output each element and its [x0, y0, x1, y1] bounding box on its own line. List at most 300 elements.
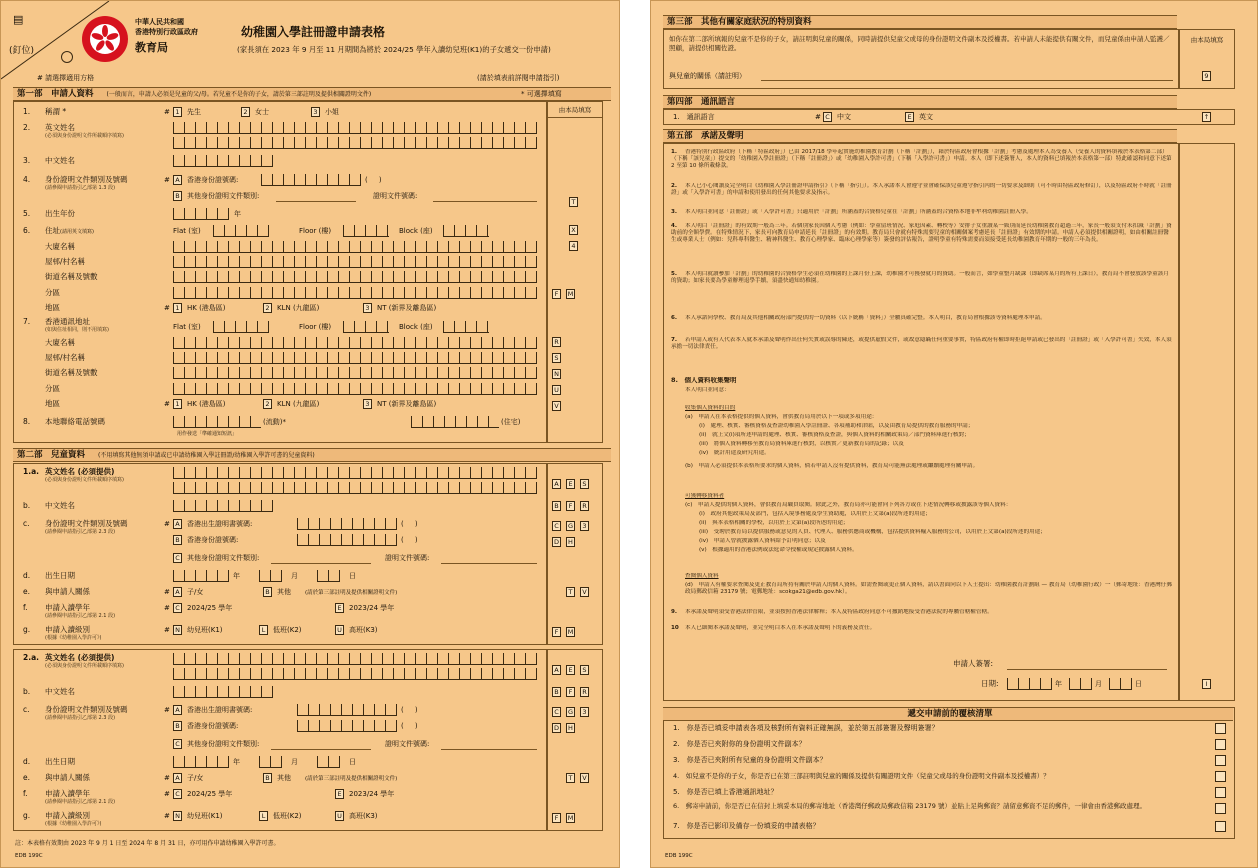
corr-district-2-box[interactable]: 2 — [263, 399, 272, 409]
c1-code-G: G — [567, 522, 574, 530]
corr-district-3-box[interactable]: 3 — [363, 399, 372, 409]
id-opt-b-box[interactable]: B — [173, 191, 182, 201]
corr-floor-label: Floor (樓) — [299, 323, 332, 331]
access-line-d: (d) 申請人有權要求查閱及更正教育局所持有關於申請人的個人資料。如需查閱或更正個人資料，請以書面向以下人士提出：幼稚園教育計劃組 — 教育局（幼稚園行政）一（郵寄地址：香港灣仔郵政局郵政信箱 23179 號；電郵地址：scokga21@edb.gov.hk）。 — [685, 582, 1172, 596]
child1-en-surname-boxes[interactable] — [173, 467, 537, 479]
govt-line-2: 香港特別行政區政府 — [135, 28, 198, 36]
sign-date-d: 日 — [1135, 680, 1142, 688]
child1-dob-month[interactable] — [259, 570, 282, 582]
child1-dob-d: 日 — [349, 572, 356, 580]
child2-id-a-box[interactable]: A — [173, 705, 182, 715]
checklist-item-5: 5. 你是否已填上香港通訊地址？ — [673, 788, 778, 796]
corr-district-3: NT (新界及離島區) — [377, 400, 437, 408]
side-code-V: V — [552, 401, 561, 411]
c2-code-R: R — [580, 687, 589, 697]
child1-hkid-boxes[interactable] — [297, 534, 397, 546]
flat-label: Flat (室) — [173, 227, 201, 235]
child1-cn-name-label: b. 中文姓名 — [23, 501, 75, 510]
c1-code-M: M — [567, 628, 574, 636]
part3-relation-label: 與兒童的關係（請註明） — [669, 72, 746, 80]
purpose-line-b: (b) 申請人必須提供本表格所要求的個人資料，倘若申請人沒有提供資料，教育局可能無法處理或繼續處理有關申請。 — [685, 463, 979, 469]
child2-level-n: 幼兒班(K1) — [187, 812, 223, 820]
date-label: 日期: — [981, 679, 999, 688]
c1-code-B: B — [552, 501, 561, 511]
hksar-emblem-icon — [81, 15, 129, 63]
hash-mark-10: # — [164, 774, 170, 782]
checklist-box-4[interactable] — [1215, 771, 1226, 782]
checklist-box-3[interactable] — [1215, 755, 1226, 766]
access-title: 查閱個人資料 — [685, 573, 719, 579]
transfer-line-c: (c) 申請人提供的個人資料，會供教育局職員取閱。除此之外，教育局亦可能會向下列各方或在下述情況轉移或披露該等個人資料： — [685, 502, 1012, 508]
district-1-box[interactable]: 1 — [173, 303, 182, 313]
applicant-en-given-boxes[interactable] — [173, 137, 537, 149]
transfer-line-ii: (ii) 與本表格相關的學校，以用於上文第(a)段所述的用途； — [699, 520, 849, 526]
corr-area-boxes[interactable] — [173, 383, 537, 395]
child1-rel-b: 其他 — [277, 588, 291, 596]
id-doc-no-label: 證明文件號碼: — [373, 192, 418, 200]
side-code-M: M — [567, 290, 574, 298]
p1-row-cn-name: 3. 中文姓名 — [23, 156, 75, 165]
p1-row-area: 分區 — [45, 288, 60, 297]
child1-id-a-box[interactable]: A — [173, 519, 182, 529]
hash-mark-13: # — [815, 113, 821, 121]
part2-note: (不用填寫其他無須申請或已申請幼稚園入學註冊證/幼稚園入學許可書的兒童資料) — [97, 452, 315, 459]
c1-code-C: C — [552, 521, 561, 531]
undertaking-6: 6. 本人承諾向學校、教育局及其他相關政府部門提供的一切資料（以下統稱「資料」）全屬真確完整。本人明白，教育局會根據該等資料處理本申請。 — [671, 315, 1046, 321]
punch-hole-icon — [61, 51, 73, 63]
title-option-2: 女士 — [255, 108, 269, 116]
checklist-header — [663, 707, 1233, 721]
sign-date-y: 年 — [1055, 680, 1062, 688]
child2-other-id-line[interactable] — [271, 749, 371, 750]
child2-id-b-label: 香港身份證號碼: — [187, 722, 239, 730]
sign-date-month[interactable] — [1069, 678, 1092, 690]
undertaking-7: 7. 若申請人或有人代表本人就本承諾及聲明作出任何失實或誤導的陳述，或提供虛假文件，或故意隱瞞任何重要事實，特區政府有權即時拒絕申請或已發出的「註冊證」或「入學許可書」失效，本人須承擔一切法律責任。 — [671, 337, 1172, 351]
child2-en-name-label: 2.a. 英文姓名 (必須提供) (必須與身份證明文件所載順序填寫) — [23, 653, 124, 669]
checklist-item-2: 2. 你是否已夾附你的身份證明文件副本？ — [673, 740, 806, 748]
form-code-left: EDB 199C — [15, 853, 43, 859]
side-code-N: N — [552, 369, 561, 379]
item8-title: 8. 個人資料收集聲明 — [671, 377, 737, 384]
birth-year-suffix: 年 — [234, 210, 241, 218]
corr-block-boxes[interactable] — [443, 321, 489, 333]
sign-date-year[interactable] — [1007, 678, 1052, 690]
side-code-4: 4 — [569, 241, 578, 251]
side-code-9: 9 — [1202, 71, 1211, 81]
child2-dob-m: 月 — [291, 758, 298, 766]
lang-e: 英文 — [919, 113, 933, 121]
corr-flat-boxes[interactable] — [213, 321, 269, 333]
optional-note: * 可選擇填寫 — [521, 90, 562, 98]
part5-office-column — [1179, 143, 1235, 701]
p1-row-corr-building: 大廈名稱 — [45, 338, 75, 347]
p1-row-corr-estate: 屋邨/村名稱 — [45, 353, 86, 362]
corr-street-boxes[interactable] — [173, 367, 537, 379]
part2-title: 第二部 兒童資料 — [17, 450, 86, 460]
form-title: 幼稚園入學註冊證申請表格 — [241, 25, 386, 39]
id-opt-b-label: 其他身份證明文件類別: — [187, 192, 260, 200]
stamp-label: (釘位) — [9, 46, 35, 56]
child2-level-u-box[interactable]: U — [335, 811, 344, 821]
child2-level-label: g. 申請入讀級別 (根據《幼稚園入學許可》) — [23, 811, 102, 827]
transfer-title: 可獲轉移資料者 — [685, 493, 725, 499]
c2-code-E: E — [566, 665, 575, 675]
child1-rel-label: e. 與申請人關係 — [23, 587, 90, 596]
purpose-line-iii: (iii) 將個人資料轉移至教育局資料庫進行核對，以核實／更新教育局的記錄；以及 — [699, 441, 904, 447]
purpose-line-a: (a) 申請人在本表格提供的個人資料，會供教育局用於以下一項或多項用途： — [685, 414, 878, 420]
undertaking-4: 4. 本人明白「註冊證」的有效期一般為三年。若個別家長因個人考慮（例如：學童留班情況、家庭因素、轉校等）安排子女重讀某一級別而延長幼稚園教育超過三年，家長一般須支付未扣減「計劃」資助前的全額學費。在特殊情況下，家長可向教育局申請延長「註冊證」的有效期。教育局只會就有特殊需要兒童的相關個案考慮延長「註冊證」有效期的申請。申請人必須提供相關證明，如由相關註冊醫生或專業人士（例如：兒科專科醫生、精神科醫生、教育心理學家、臨床心理學家等）簽發的評估報告，證明學童有特殊需要而須接受延長幼稚園教育年期的一般的三年為長。 — [671, 223, 1172, 244]
p1-row-title: 1. 稱謂 * — [23, 107, 67, 116]
side-code-S: S — [552, 353, 561, 363]
child2-level-n-box[interactable]: N — [173, 811, 182, 821]
child1-id-label: c. 身份證明文件類別及號碼 (請參閱申請指引乙部第 2.3 段) — [23, 519, 128, 535]
hash-mark-6: # — [164, 588, 170, 596]
checklist-item-1: 1. 你是否已填妥申請表各項及核對所有資料正確無誤，並於第五部簽署及聲明簽署？ — [673, 724, 939, 732]
checklist-box-2[interactable] — [1215, 739, 1226, 750]
title-option-3: 小姐 — [325, 108, 339, 116]
child1-hkid-check: ( ) — [401, 536, 418, 544]
p1-row-address: 6. 住址(請用英文填寫) — [23, 226, 94, 235]
child2-id-c-box[interactable]: C — [173, 739, 182, 749]
child2-cn-name-boxes[interactable] — [173, 686, 273, 698]
c2-code-C: C — [552, 707, 561, 717]
c2-code-F2: F — [552, 813, 561, 823]
district-2: KLN (九龍區) — [277, 304, 320, 312]
lang-c-box[interactable]: C — [823, 112, 832, 122]
child2-id-b-box[interactable]: B — [173, 721, 182, 731]
child1-dob-year[interactable] — [173, 570, 229, 582]
block-boxes[interactable] — [443, 225, 489, 237]
undertaking-5: 5. 本人明白就讀參加「計劃」的幼稚園的合資格學生必須在幼稚園的上課月份上課，幼稚園才可獲發就月的資助。一般而言，如學童整月缺課（即缺席某月的所有上課日），教育局不會發放該學童該月的資助；如家長要為學童辦理退學手續，須盡快通知幼稚園。 — [671, 271, 1169, 285]
child1-rel-a-box[interactable]: A — [173, 587, 182, 597]
child2-rel-b: 其他 — [277, 774, 291, 782]
hash-mark-8: # — [164, 626, 170, 634]
checklist-title: 遞交申請前的覆核清單 — [907, 709, 993, 719]
title-option-1: 先生 — [187, 108, 201, 116]
side-code-F: F — [552, 289, 561, 299]
p1-row-corr-district: 地區 — [45, 399, 60, 408]
hash-mark-11: # — [164, 790, 170, 798]
c1-code-E: E — [566, 479, 575, 489]
child1-id-doc-line[interactable] — [441, 563, 537, 564]
id-opt-a-box[interactable]: A — [173, 175, 182, 185]
child1-id-c-box[interactable]: C — [173, 553, 182, 563]
undertaking-9: 9. 本承諾及聲明須受香港法律管限，並須按照香港法律解釋；本人及特區政府同意不可撤銷地接受香港法院的專屬管轄權管轄。 — [671, 609, 993, 615]
signature-label: 申請人簽署: — [953, 659, 994, 668]
transfer-line-iv: (iv) 申請人曾就披露個人資料給予訂明同意；以及 — [699, 538, 826, 544]
child2-rel-b-box[interactable]: B — [263, 773, 272, 783]
p1-row-birth-year: 5. 出生年份 — [23, 209, 75, 218]
corr-district-1-box[interactable]: 1 — [173, 399, 182, 409]
child1-rel-a: 子/女 — [187, 588, 204, 596]
child2-year-c-box[interactable]: C — [173, 789, 182, 799]
hkid-check-digit: ( ) — [365, 176, 382, 184]
signature-line[interactable] — [1007, 669, 1167, 670]
office-use-label-right: 由本局填寫 — [1190, 36, 1224, 44]
sign-date-day[interactable] — [1109, 678, 1132, 690]
child2-cn-name-label: b. 中文姓名 — [23, 687, 75, 696]
undertaking-1: 1. 香港特別行政區政府（下稱「特區政府」）已由 2017/18 學年起實施幼稚園教育計劃（下稱「計劃」），藉於特區政府會根據「計劃」考慮及處理本人為受養人（受養人的資料填報於本表格第二部）（下稱「該兒童」）提交的「幼稚園入學註冊證」（下稱「註冊證」）或「幼稚園入學許可書」（下稱「入學許可書」）申請。本人（即下述簽署人，本人的資料已填報於本表格第一部）特此確認和同意下述第 2 至第 10 條所載條款。 — [671, 149, 1172, 170]
side-code-R: R — [552, 337, 561, 347]
child1-rel-note: (請於第三部註明及提供相關證明文件) — [305, 590, 398, 596]
corr-floor-boxes[interactable] — [343, 321, 389, 333]
title-option-1-box[interactable]: 1 — [173, 107, 182, 117]
c1-code-T: T — [566, 587, 575, 597]
sign-date-m: 月 — [1095, 680, 1102, 688]
c1-code-F2: F — [552, 627, 561, 637]
c2-code-T: T — [566, 773, 575, 783]
child2-dob-y: 年 — [233, 758, 240, 766]
home-phone-boxes[interactable] — [411, 416, 499, 428]
p1-row-id: 4. 身份證明文件類別及號碼 (請參閱申請指引乙部第 1.3 段) — [23, 175, 128, 191]
flat-boxes[interactable] — [213, 225, 269, 237]
corr-flat-label: Flat (室) — [173, 323, 201, 331]
side-code-I: I — [1202, 679, 1211, 689]
child1-level-u: 高班(K3) — [349, 626, 378, 634]
child2-level-u: 高班(K3) — [349, 812, 378, 820]
home-label: (住宅) — [501, 418, 521, 426]
id-opt-a-label: 香港身份證號碼: — [187, 176, 239, 184]
child1-level-l-box[interactable]: L — [259, 625, 268, 635]
form-page-left — [0, 0, 620, 868]
p1-row-phone: 8. 本地聯絡電話號碼 — [23, 417, 105, 426]
c1-code-A: A — [552, 479, 561, 489]
side-code-T: T — [569, 197, 578, 207]
validity-footnote: 註：本表格有效期由 2023 年 9 月 1 日至 2024 年 8 月 31 日，亦可用作申請幼稚園入學許可書。 — [15, 840, 280, 847]
child2-year-e: 2023/24 學年 — [349, 790, 395, 798]
c1-code-S: S — [580, 479, 589, 489]
child2-birthcert-check: ( ) — [401, 706, 418, 714]
child2-hkid-check: ( ) — [401, 722, 418, 730]
c1-code-D: D — [553, 538, 559, 546]
transfer-line-i: (i) 政府其他政策局及部門，包括入境事務處及學生資助處，以用於上文第(a)段所述的用途； — [699, 511, 931, 517]
child2-year-c: 2024/25 學年 — [187, 790, 233, 798]
p1-row-corr-address: 7. 香港通訊地址 (如與住址相同，則不用填寫) — [23, 317, 109, 333]
purpose-line-ii: (ii) 就上文(i)項所述申請的處理、核實、審核資格及查證，與個人資料的相關政策局／部門資料庫進行核對； — [699, 432, 970, 438]
child2-dob-year[interactable] — [173, 756, 229, 768]
lang-c: 中文 — [837, 113, 851, 121]
c2-code-3: 3 — [580, 707, 589, 717]
district-2-box[interactable]: 2 — [263, 303, 272, 313]
corr-building-boxes[interactable] — [173, 337, 537, 349]
child2-level-l: 低班(K2) — [273, 812, 302, 820]
hash-mark-9: # — [164, 706, 170, 714]
child2-dob-day[interactable] — [317, 756, 340, 768]
part4-row-label: 1. 通訊語言 — [673, 113, 715, 121]
undertaking-10: 10 本人已細閱本承諾及聲明，並完全明白本人在本承諾及聲明下的義務及責任。 — [671, 625, 876, 631]
child2-rel-a: 子/女 — [187, 774, 204, 782]
block-label: Block (座) — [399, 227, 433, 235]
sms-note: 用作發送「準確通知短訊」 — [177, 431, 238, 437]
title-option-2-box[interactable]: 2 — [241, 107, 250, 117]
tick-note: # 請選擇適用方格 — [37, 74, 95, 82]
p1-row-corr-area: 分區 — [45, 384, 60, 393]
district-3-box[interactable]: 3 — [363, 303, 372, 313]
c2-code-H: H — [566, 723, 575, 733]
part1-note: (一般而言，申請人必須是兒童的父/母。若兒童不是你的子女，請於第三部註明及提供相關證明文件) — [106, 91, 372, 98]
child1-cn-name-boxes[interactable] — [173, 500, 273, 512]
checklist-item-4: 4. 如兒童不是你的子女，你是否已在第三部註明與兒童的關係及提供有關證明文件（兒童父或母的身份證明文件副本及授權書）？ — [673, 772, 1050, 780]
checklist-item-3: 3. 你是否已夾附所有兒童的身份證明文件副本？ — [673, 756, 827, 764]
child1-birthcert-boxes[interactable] — [297, 518, 397, 530]
child2-birthcert-boxes[interactable] — [297, 704, 397, 716]
part3-header — [663, 15, 1177, 29]
child2-en-given-boxes[interactable] — [173, 668, 537, 680]
checklist-item-6: 6. 郵寄申請前，你是否已在信封上填妥本局的郵寄地址（香港灣仔郵政局郵政信箱 23179 號）並貼上足夠郵資？請留意郵資不足的郵件，一律會由香港郵政處理。 — [673, 802, 1147, 810]
child1-dob-label: d. 出生日期 — [23, 571, 75, 580]
p1-row-street: 街道名稱及號數 — [45, 272, 98, 281]
child2-office-column — [547, 649, 603, 831]
corr-district-1: HK (港島區) — [187, 400, 226, 408]
birth-year-boxes[interactable] — [173, 208, 229, 220]
p1-row-district: 地區 — [45, 303, 60, 312]
child1-en-given-boxes[interactable] — [173, 482, 537, 494]
child2-rel-a-box[interactable]: A — [173, 773, 182, 783]
c2-code-M: M — [567, 814, 574, 822]
building-boxes[interactable] — [173, 241, 537, 253]
checklist-box-5[interactable] — [1215, 787, 1226, 798]
area-boxes[interactable] — [173, 287, 537, 299]
guide-note: (請於填表前詳閱申請指引) — [477, 74, 560, 82]
c2-code-D: D — [553, 724, 559, 732]
part1-title: 第一部 申請人資料 — [17, 89, 94, 99]
child1-dob-day[interactable] — [317, 570, 340, 582]
child1-level-l: 低班(K2) — [273, 626, 302, 634]
part5-title: 第五部 承諾及聲明 — [667, 131, 744, 141]
child1-year-c-box[interactable]: C — [173, 603, 182, 613]
c1-code-H: H — [566, 537, 575, 547]
purpose-line-i: (i) 處理、核實、審核資格及查證幼稚園入學註冊證、各項補助和津貼，以及由教育局提供的教育服務的申請； — [699, 423, 974, 429]
c1-code-V: V — [580, 587, 589, 597]
side-code-X: X — [569, 225, 578, 235]
part4-title: 第四部 通訊語言 — [667, 97, 736, 107]
estate-boxes[interactable] — [173, 256, 537, 268]
corr-block-label: Block (座) — [399, 323, 433, 331]
child1-year-label: f. 申請入讀學年 (請參閱申請指引乙部第 2.1 段) — [23, 603, 116, 619]
child1-id-a-label: 香港出生證明書號碼: — [187, 520, 253, 528]
id-doc-no-line[interactable] — [433, 201, 537, 202]
form-page-right — [650, 0, 1258, 868]
c2-code-G: G — [567, 708, 574, 716]
child1-rel-b-box[interactable]: B — [263, 587, 272, 597]
p1-row-estate: 屋邨/村名稱 — [45, 257, 86, 266]
form-code-right: EDB 199C — [665, 853, 693, 859]
child2-dob-label: d. 出生日期 — [23, 757, 75, 766]
part4-header — [663, 95, 1177, 109]
purpose-line-iv: (iv) 統計用途及研究用途。 — [699, 450, 770, 456]
child2-hkid-boxes[interactable] — [297, 720, 397, 732]
child1-other-id-line[interactable] — [271, 563, 371, 564]
hkid-boxes[interactable] — [261, 174, 361, 186]
c2-code-B: B — [552, 687, 561, 697]
child1-level-u-box[interactable]: U — [335, 625, 344, 635]
undertaking-2: 2. 本人已小心閱讀及完全明白《幼稚園入學註冊證申請指引》（下稱「指引」）。本人承諾本人會遵守並會確保該兒童遵守指引內的一切要求及細則（可不時由特區政府修訂），以及特區政府不時就「註冊證」或「入學許可書」的申請和使用發出的任何其他要求及指示。 — [671, 183, 1172, 197]
district-1: HK (港島區) — [187, 304, 226, 312]
hash-mark-2: # — [164, 176, 170, 184]
form-subtitle: (家長須在 2023 年 9 月至 11 月期間為將於 2024/25 學年入讀幼兒班(K1)的子女遞交一份申請) — [237, 45, 551, 54]
child1-level-label: g. 申請入讀級別 (根據《幼稚園入學許可》) — [23, 625, 102, 641]
street-boxes[interactable] — [173, 271, 537, 283]
child1-office-column — [547, 463, 603, 645]
child1-id-b-box[interactable]: B — [173, 535, 182, 545]
child2-id-doc-line[interactable] — [441, 749, 537, 750]
office-use-rule — [547, 117, 603, 118]
child1-id-doc-no: 證明文件號碼: — [385, 554, 430, 562]
child2-rel-note: (請於第三部註明及提供相關證明文件) — [305, 776, 398, 782]
mobile-label: (流動)* — [263, 418, 286, 426]
p1-row-en-name: 2. 英文姓名 (必須與身份證明文件所載順序填寫) — [23, 123, 124, 139]
child1-id-c-label: 其他身份證明文件類別: — [187, 554, 260, 562]
c2-code-A: A — [552, 665, 561, 675]
child1-birthcert-check: ( ) — [401, 520, 418, 528]
child1-dob-y: 年 — [233, 572, 240, 580]
hash-mark-5: # — [164, 520, 170, 528]
part2-header — [13, 448, 611, 462]
applicant-en-surname-boxes[interactable] — [173, 122, 537, 134]
checklist-box-7[interactable] — [1215, 821, 1226, 832]
other-id-type-line[interactable] — [276, 201, 356, 202]
checklist-box-1[interactable] — [1215, 723, 1226, 734]
child2-level-l-box[interactable]: L — [259, 811, 268, 821]
child2-id-c-label: 其他身份證明文件類別: — [187, 740, 260, 748]
checklist-item-7: 7. 你是否已影印及備存一份填妥的申請表格？ — [673, 822, 820, 830]
part3-relation-line[interactable] — [761, 80, 1173, 81]
child2-year-e-box[interactable]: E — [335, 789, 344, 799]
child2-en-surname-boxes[interactable] — [173, 653, 537, 665]
hash-mark: # — [164, 108, 170, 116]
side-code-U: U — [552, 385, 561, 395]
hash-mark-12: # — [164, 812, 170, 820]
child1-level-n: 幼兒班(K1) — [187, 626, 223, 634]
child2-dob-d: 日 — [349, 758, 356, 766]
part3-title: 第三部 其他有關家庭狀況的特別資料 — [667, 17, 812, 27]
lang-e-box[interactable]: E — [905, 112, 914, 122]
transfer-line-v: (v) 根據適用的香港法例或法庭命令授權或規定披露個人資料。 — [699, 547, 858, 553]
child2-id-doc-no: 證明文件號碼: — [385, 740, 430, 748]
child2-dob-month[interactable] — [259, 756, 282, 768]
district-3: NT (新界及離島區) — [377, 304, 437, 312]
c1-code-R: R — [580, 501, 589, 511]
title-option-3-box[interactable]: 3 — [311, 107, 320, 117]
c2-code-F: F — [566, 687, 575, 697]
item8-sub: 本人明白並同意： — [685, 387, 730, 393]
checklist-box-6[interactable] — [1215, 803, 1226, 814]
part3-text: 如你在第二部所填報的兒童不是你的子女，請註明與兒童的關係，同時請提供兒童父或母的身份證明文件副本及授權書。若申請人未能提供有關文件，而兒童係由申請人監護／照顧，請提供相關佐證。 — [669, 35, 1170, 52]
child1-en-name-label: 1.a. 英文姓名 (必須提供) (必須與身份證明文件所載順序填寫) — [23, 467, 124, 483]
c2-code-S: S — [580, 665, 589, 675]
transfer-line-iii: (iii) 受聘於教育局以提供服務或意見的人員、代理人、服務供應商或機構，包括提供資料輸入服務的公司，以用於上文第(a)段所述的用途； — [699, 529, 1046, 535]
purpose-title: 收集個人資料的目的 — [685, 405, 736, 411]
child1-year-e-box[interactable]: E — [335, 603, 344, 613]
part5-header — [663, 129, 1177, 143]
mobile-boxes[interactable] — [173, 416, 261, 428]
child1-year-c: 2024/25 學年 — [187, 604, 233, 612]
office-use-label: 由本局填寫 — [558, 106, 592, 114]
child1-dob-m: 月 — [291, 572, 298, 580]
bureau-name: 教育局 — [135, 41, 168, 54]
corr-estate-boxes[interactable] — [173, 352, 537, 364]
floor-boxes[interactable] — [343, 225, 389, 237]
p1-row-corr-street: 街道名稱及號數 — [45, 368, 98, 377]
side-code-arrow: ↑ — [1203, 113, 1210, 121]
floor-label: Floor (樓) — [299, 227, 332, 235]
child1-level-n-box[interactable]: N — [173, 625, 182, 635]
govt-line-1: 中華人民共和國 — [135, 18, 184, 26]
undertaking-3: 3. 本人明白並同意「註冊證」或「入學許可書」只適用於「計劃」所涵蓋的合資格兒童在「計劃」所涵蓋的合資格本地非牟利幼稚園註冊入學。 — [671, 209, 1032, 215]
document-icon: ▤ — [13, 13, 24, 26]
applicant-cn-name-boxes[interactable] — [173, 155, 273, 167]
child2-rel-label: e. 與申請人關係 — [23, 773, 90, 782]
